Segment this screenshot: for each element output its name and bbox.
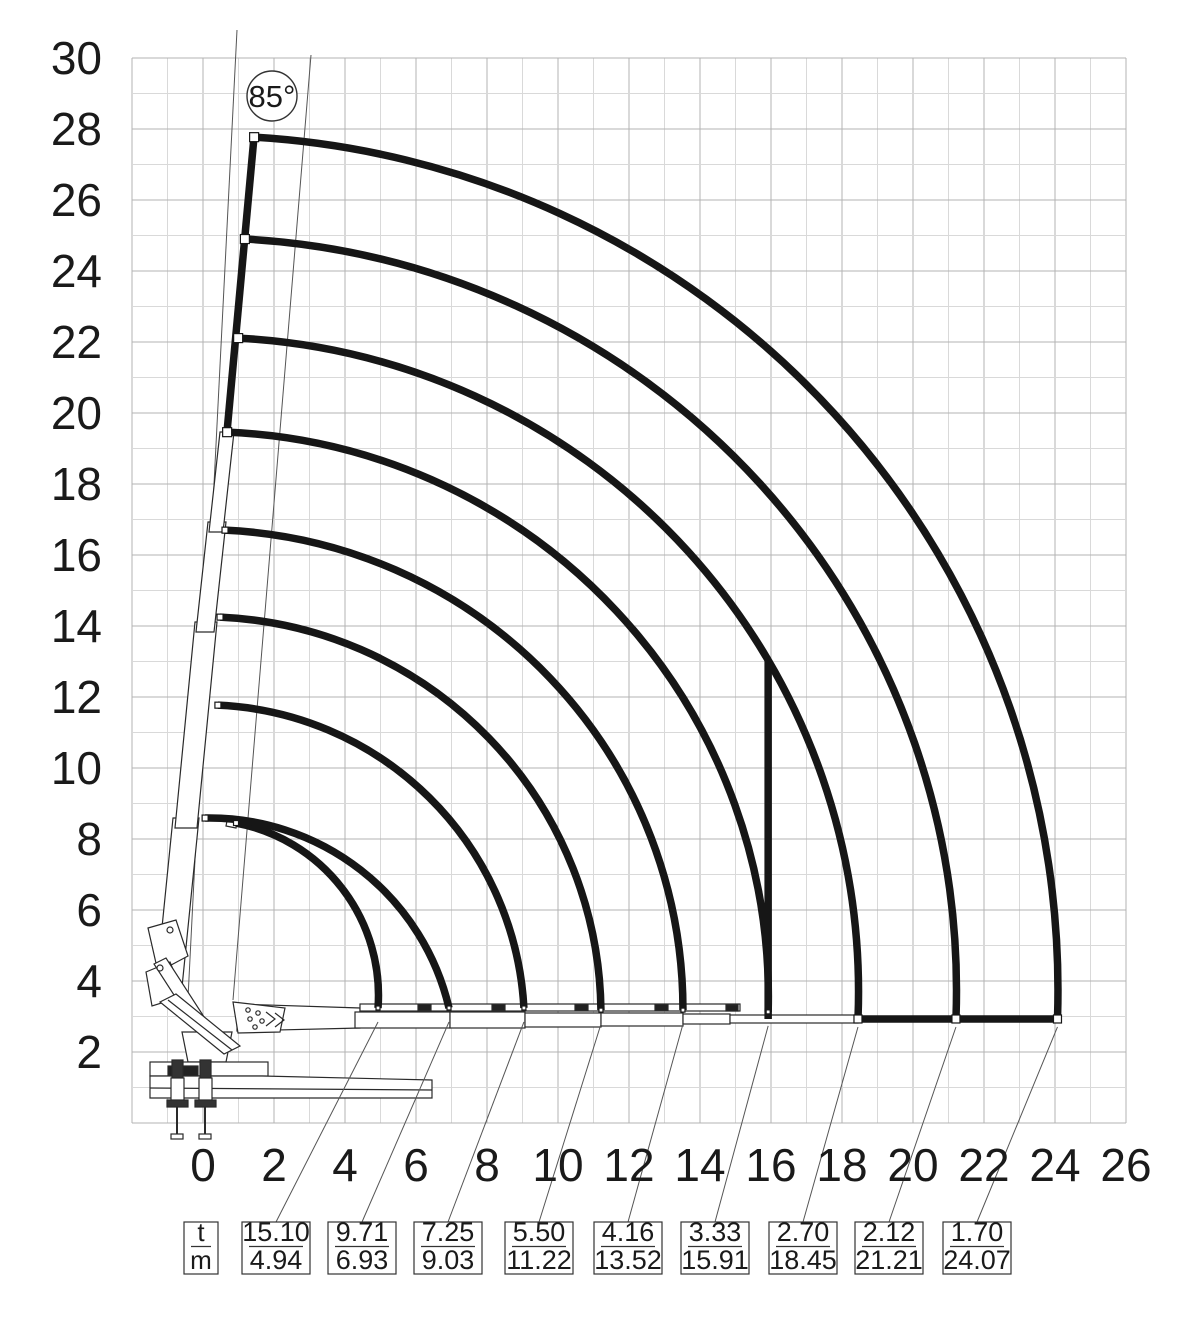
capacity-outreach-value: 13.52 xyxy=(594,1245,662,1275)
arc-bottom-marker xyxy=(522,1006,526,1010)
capacity-arc xyxy=(218,705,524,1008)
capacity-arc xyxy=(205,818,449,1008)
crane-stabilizer-foot xyxy=(167,1100,188,1107)
x-axis-label: 6 xyxy=(403,1139,429,1191)
capacity-load-value: 7.25 xyxy=(421,1217,475,1247)
crane-pivot-pin xyxy=(157,965,163,971)
crane-raised-boom-extensions xyxy=(227,137,254,432)
capacity-outreach-value: 6.93 xyxy=(335,1245,389,1275)
arc-bottom-marker xyxy=(766,1010,770,1014)
y-axis-label: 10 xyxy=(50,742,102,794)
capacity-outreach-value: 18.45 xyxy=(769,1245,837,1275)
x-axis-label: 26 xyxy=(1100,1139,1152,1191)
crane-boom-section xyxy=(355,1012,450,1028)
arc-end-markers xyxy=(202,133,1061,1023)
boom-angle-line-right xyxy=(233,55,311,1000)
arc-top-marker xyxy=(215,702,221,708)
crane-rail-fitting xyxy=(726,1005,738,1011)
x-axis-label: 18 xyxy=(816,1139,868,1191)
y-axis-labels xyxy=(51,32,102,1078)
crane-pivot-pin xyxy=(167,927,173,933)
x-axis-label: 20 xyxy=(887,1139,939,1191)
capacity-arc xyxy=(236,823,378,1008)
crane-boom-section xyxy=(450,1012,525,1028)
crane-rail-fitting xyxy=(418,1005,431,1011)
crane-bracket-hole xyxy=(246,1008,250,1012)
x-axis-label: 14 xyxy=(674,1139,726,1191)
capacity-load-value: 1.70 xyxy=(950,1217,1004,1247)
crane-rail-fitting xyxy=(575,1005,588,1011)
angle-badge-label: 85° xyxy=(248,79,296,114)
crane-boom-section xyxy=(525,1013,601,1027)
arc-bottom-marker xyxy=(952,1015,960,1023)
crane-boom-bracket xyxy=(233,1002,285,1033)
y-axis-label: 24 xyxy=(50,245,102,297)
capacity-load-value: 5.50 xyxy=(512,1217,566,1247)
x-axis-label: 22 xyxy=(958,1139,1010,1191)
arc-top-marker xyxy=(234,334,243,343)
y-axis-label: 2 xyxy=(76,1026,102,1078)
capacity-outreach-value: 15.91 xyxy=(681,1245,749,1275)
y-axis-label: 16 xyxy=(50,529,102,581)
crane-rail-fitting xyxy=(492,1005,505,1011)
capacity-outreach-value: 24.07 xyxy=(943,1245,1011,1275)
y-axis-label: 12 xyxy=(50,671,102,723)
y-axis-label: 6 xyxy=(76,884,102,936)
boom-angle-badge xyxy=(247,71,297,121)
leader-line xyxy=(803,1027,858,1222)
crane-raised-boom-section xyxy=(209,432,234,532)
arc-top-marker xyxy=(240,235,249,244)
y-axis-label: 4 xyxy=(76,955,102,1007)
arc-top-marker xyxy=(250,133,259,142)
x-axis-label: 16 xyxy=(745,1139,797,1191)
grid xyxy=(132,58,1126,1123)
y-axis-label: 8 xyxy=(76,813,102,865)
capacity-load-value: 2.12 xyxy=(862,1217,916,1247)
crane-raised-boom-section xyxy=(175,622,217,828)
crane-rail-fitting xyxy=(655,1005,668,1011)
crane-stabilizer-cylinder xyxy=(171,1078,184,1102)
leader-line xyxy=(715,1026,768,1222)
y-axis-label: 26 xyxy=(50,174,102,226)
x-axis-label: 0 xyxy=(190,1139,216,1191)
x-axis-labels xyxy=(190,1139,1151,1191)
crane-boom-section xyxy=(683,1014,730,1024)
capacity-outreach-value: 9.03 xyxy=(421,1245,475,1275)
crane-bracket-hole xyxy=(253,1025,257,1029)
crane-bracket-hole xyxy=(260,1019,264,1023)
arc-bottom-marker xyxy=(376,1006,380,1010)
x-axis-label: 4 xyxy=(332,1139,358,1191)
arc-top-marker xyxy=(222,527,228,533)
capacity-outreach-value: 11.22 xyxy=(506,1245,572,1275)
crane-stabilizer-pad xyxy=(171,1134,183,1139)
capacity-load-value: 15.10 xyxy=(242,1217,310,1247)
y-axis-label: 14 xyxy=(50,600,102,652)
unit-label-metres: m xyxy=(190,1245,212,1275)
capacity-table xyxy=(184,1217,1011,1275)
x-axis-label: 8 xyxy=(474,1139,500,1191)
crane-boom-section xyxy=(730,1015,858,1023)
y-axis-label: 28 xyxy=(50,103,102,155)
crane-truck-frame xyxy=(150,1076,432,1098)
y-axis-label: 22 xyxy=(50,316,102,368)
arc-bottom-marker xyxy=(854,1015,862,1023)
capacity-load-value: 2.70 xyxy=(776,1217,830,1247)
arc-top-marker xyxy=(234,821,239,826)
capacity-load-value: 3.33 xyxy=(688,1217,742,1247)
arc-bottom-marker xyxy=(599,1008,603,1012)
arc-bottom-marker xyxy=(447,1006,451,1010)
arc-bottom-marker xyxy=(681,1008,685,1012)
capacity-load-value: 4.16 xyxy=(601,1217,655,1247)
leader-line xyxy=(977,1027,1057,1222)
crane-bracket-hole xyxy=(248,1017,252,1021)
x-axis-label: 12 xyxy=(603,1139,655,1191)
crane-bracket-hole xyxy=(256,1011,260,1015)
capacity-arcs xyxy=(205,137,1058,1019)
capacity-outreach-value: 4.94 xyxy=(249,1245,303,1275)
crane-stabilizer-leg xyxy=(172,1060,183,1078)
arc-top-marker xyxy=(217,614,223,620)
arc-bottom-marker xyxy=(1053,1015,1061,1023)
arc-top-marker xyxy=(223,428,232,437)
x-axis-label: 24 xyxy=(1029,1139,1081,1191)
crane-stabilizer-cylinder xyxy=(199,1078,212,1102)
crane-stabilizer-leg xyxy=(200,1060,211,1078)
x-axis-label: 2 xyxy=(261,1139,287,1191)
x-axis-label: 10 xyxy=(532,1139,584,1191)
capacity-outreach-value: 21.21 xyxy=(855,1245,923,1275)
capacity-arc xyxy=(225,530,683,1010)
capacity-load-value: 9.71 xyxy=(335,1217,389,1247)
y-axis-label: 30 xyxy=(50,32,102,84)
unit-label-tonnes: t xyxy=(197,1217,205,1247)
leader-line xyxy=(889,1027,956,1222)
y-axis-label: 18 xyxy=(50,458,102,510)
crane-stabilizer-foot xyxy=(195,1100,216,1107)
y-axis-label: 20 xyxy=(50,387,102,439)
arc-top-marker xyxy=(202,815,208,821)
crane-boom-section xyxy=(601,1013,683,1026)
